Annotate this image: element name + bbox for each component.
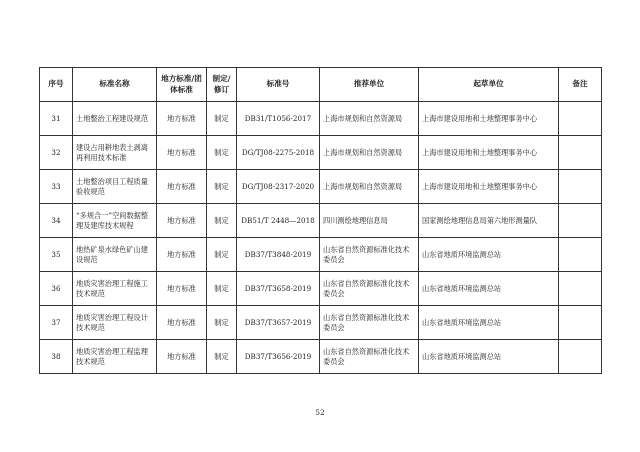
cell-action: 制定 [207,102,237,136]
cell-standard-type: 地方标准 [157,170,207,204]
cell-recommender: 上海市规划和自然资源局 [320,170,419,204]
cell-action: 制定 [207,238,237,272]
cell-note [559,204,602,238]
cell-standard-code: DB37/T3656-2019 [237,340,320,374]
cell-seq: 35 [40,238,73,272]
cell-standard-name: 地质灾害治理工程监理技术规范 [73,340,157,374]
table-row [40,306,602,340]
header-action: 制定/修订 [207,68,237,102]
cell-drafter: 上海市建设用地和土地整理事务中心 [419,136,559,170]
header-standard-name: 标准名称 [73,68,157,102]
cell-note [559,170,602,204]
cell-drafter: 山东省地质环境监测总站 [419,340,559,374]
cell-standard-name: 地质灾害治理工程施工技术规范 [73,272,157,306]
cell-standard-code: DB51/T 2448—2018 [237,204,320,238]
cell-drafter: 山东省地质环境监测总站 [419,306,559,340]
cell-seq: 34 [40,204,73,238]
header-standard-code: 标准号 [237,68,320,102]
cell-standard-type: 地方标准 [157,340,207,374]
cell-standard-name: 土地整治项目工程质量验收规范 [73,170,157,204]
cell-standard-type: 地方标准 [157,272,207,306]
cell-standard-name: 地热矿泉水绿色矿山建设规范 [73,238,157,272]
table-row [40,340,602,374]
cell-standard-name: 地质灾害治理工程设计技术规范 [73,306,157,340]
cell-standard-type: 地方标准 [157,102,207,136]
cell-note [559,136,602,170]
cell-seq: 31 [40,102,73,136]
table-row [40,136,602,170]
cell-seq: 38 [40,340,73,374]
cell-standard-code: DG/TJ08-2317-2020 [237,170,320,204]
cell-drafter: 上海市建设用地和土地整理事务中心 [419,102,559,136]
cell-standard-type: 地方标准 [157,136,207,170]
cell-standard-type: 地方标准 [157,306,207,340]
cell-recommender: 上海市规划和自然资源局 [320,136,419,170]
cell-recommender: 山东省自然资源标准化技术委员会 [320,340,419,374]
cell-action: 制定 [207,170,237,204]
cell-standard-code: DB37/T3658-2019 [237,272,320,306]
cell-action: 制定 [207,136,237,170]
page-number: 52 [315,408,325,417]
cell-standard-code: DB31/T1056-2017 [237,102,320,136]
cell-standard-code: DG/TJ08-2275-2018 [237,136,320,170]
cell-standard-type: 地方标准 [157,204,207,238]
cell-drafter: 国家测绘地理信息局第六地形测量队 [419,204,559,238]
cell-seq: 32 [40,136,73,170]
cell-recommender: 山东省自然资源标准化技术委员会 [320,272,419,306]
cell-recommender: 山东省自然资源标准化技术委员会 [320,238,419,272]
cell-seq: 33 [40,170,73,204]
table-row [40,102,602,136]
cell-drafter: 山东省地质环境监测总站 [419,238,559,272]
cell-note [559,102,602,136]
cell-standard-name: 建设占用耕地表土剥离再利用技术标准 [73,136,157,170]
cell-drafter: 山东省地质环境监测总站 [419,272,559,306]
cell-standard-type: 地方标准 [157,238,207,272]
cell-recommender: 山东省自然资源标准化技术委员会 [320,306,419,340]
cell-standard-code: DB37/T3848-2019 [237,238,320,272]
cell-standard-name: 土地整治工程建设规范 [73,102,157,136]
header-standard-type: 地方标准/团体标准 [157,68,207,102]
cell-recommender: 上海市规划和自然资源局 [320,102,419,136]
cell-action: 制定 [207,306,237,340]
header-note: 备注 [559,68,602,102]
table-header-row [40,68,602,102]
table-row [40,272,602,306]
cell-note [559,306,602,340]
standards-table [39,67,602,374]
cell-drafter: 上海市建设用地和土地整理事务中心 [419,170,559,204]
cell-standard-name: “多规合一”空间数据整理及建库技术规程 [73,204,157,238]
cell-note [559,340,602,374]
table-row [40,204,602,238]
header-recommender: 推荐单位 [320,68,419,102]
cell-action: 制定 [207,340,237,374]
cell-seq: 36 [40,272,73,306]
cell-seq: 37 [40,306,73,340]
header-seq: 序号 [40,68,73,102]
table-row [40,170,602,204]
table-row [40,238,602,272]
cell-standard-code: DB37/T3657-2019 [237,306,320,340]
header-drafter: 起草单位 [419,68,559,102]
cell-note [559,272,602,306]
cell-action: 制定 [207,272,237,306]
cell-recommender: 四川测绘地理信息局 [320,204,419,238]
cell-note [559,238,602,272]
cell-action: 制定 [207,204,237,238]
